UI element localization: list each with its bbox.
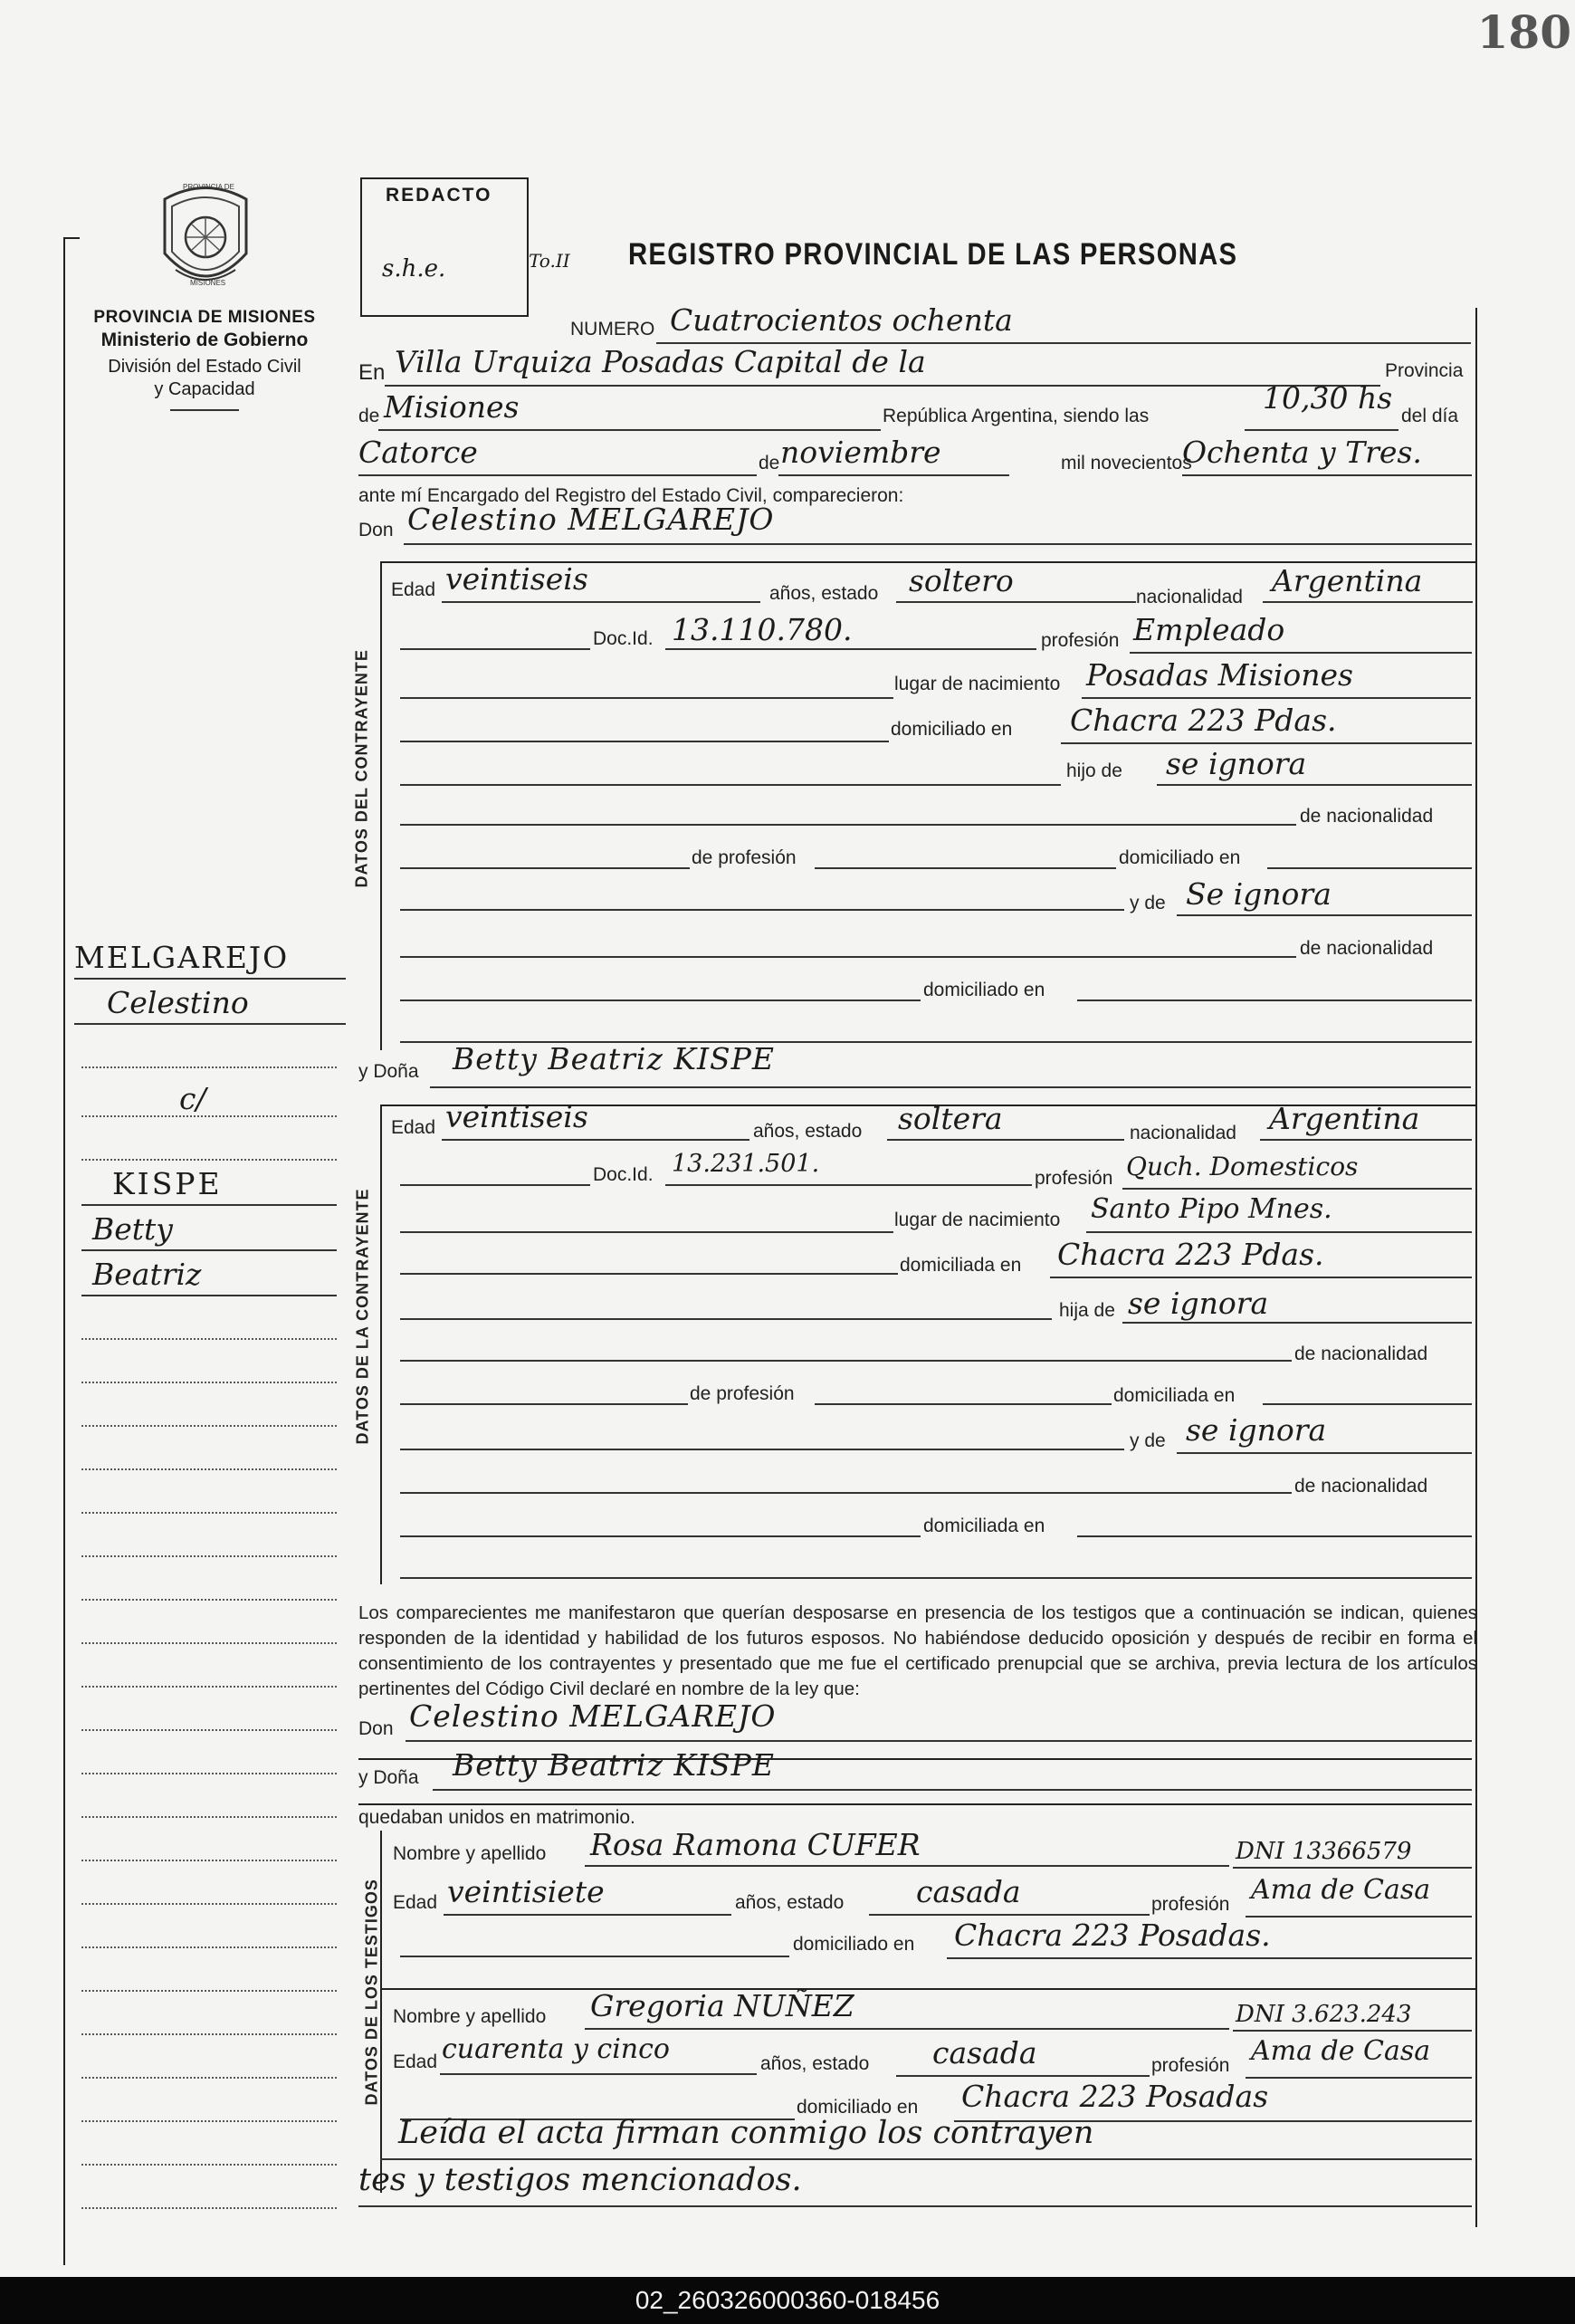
t2-profesion-value: Ama de Casa [1251,2035,1431,2067]
f-edad-value: veintiseis [445,1099,588,1134]
f-nac-value: Argentina [1269,1101,1420,1136]
en-label: En [358,360,386,385]
margin-rule [63,237,65,2265]
f-de-prof-label: de profesión [690,1383,795,1404]
c-edad-label: Edad [391,579,436,600]
decl-don-label: Don [358,1718,394,1739]
seal-top-text: PROVINCIA DE [183,183,234,191]
t1-estado-value: casada [916,1874,1021,1909]
c-doc-label: Doc.Id. [593,628,654,649]
f-dom2-label: domiciliada en [1113,1385,1236,1406]
province-seal [156,181,255,299]
f-doc-label: Doc.Id. [593,1164,654,1185]
margin-conjunction: c/ [179,1081,206,1116]
tome-note: To.II [529,250,570,272]
t2-dni-value: DNI 3.623.243 [1236,2001,1412,2028]
decl-dona-value: Betty Beatriz KISPE [453,1747,775,1783]
t1-dom-label: domiciliado en [793,1934,915,1955]
hora-value: 10,30 hs [1263,380,1393,416]
margin-dotted-line [81,1468,337,1470]
c-dom-value: Chacra 223 Pdas. [1070,703,1337,738]
c-dom3-label: domiciliado en [923,980,1045,1000]
authority-block [69,308,340,411]
c-estado-value: soltero [909,563,1014,598]
margin-dotted-line [81,1599,337,1601]
f-estado-value: soltera [898,1101,1003,1136]
f-profesion-label: profesión [1035,1168,1113,1189]
margin-dotted-line [81,1555,337,1557]
margin-given-3: Beatriz [92,1257,202,1292]
document-id-bar: 02_260326000360-018456 [0,2277,1575,2324]
t2-dom-label: domiciliado en [797,2097,919,2118]
c-nac-value: Argentina [1272,563,1423,598]
seal-bottom-text: MISIONES [190,279,226,287]
margin-dotted-line [81,1642,337,1644]
redacto-label: REDACTO [386,185,492,206]
margin-dotted-line [81,1860,337,1861]
margin-dotted-line [81,1338,337,1340]
margin-dotted-line [81,1686,337,1688]
t1-dom-value: Chacra 223 Posadas. [954,1918,1271,1953]
c-hijo-label: hijo de [1066,760,1122,781]
decl-don-value: Celestino MELGAREJO [409,1698,777,1734]
c-edad-value: veintiseis [445,561,588,597]
f-lugar-label: lugar de nacimiento [894,1210,1061,1230]
margin-dotted-line [81,1816,337,1818]
margin-dotted-line [81,1903,337,1905]
provincia-label: Provincia [1385,360,1464,381]
margin-surname-1: MELGAREJO [74,940,290,975]
mes-value: noviembre [780,435,941,470]
f-dom-value: Chacra 223 Pdas. [1057,1237,1324,1272]
dona-label: y Doña [358,1061,419,1082]
f-hija-value: se ignora [1128,1286,1269,1321]
c-nac-label: nacionalidad [1136,587,1243,607]
f-de-nac2-label: de nacionalidad [1294,1476,1428,1497]
margin-dotted-line [81,1512,337,1514]
province-name: PROVINCIA DE MISIONES [93,308,316,327]
redacto-stamp [360,177,529,317]
republica-label: República Argentina, siendo las [883,406,1150,426]
decl-dona-label: y Doña [358,1767,419,1788]
t2-estado-value: casada [932,2035,1037,2071]
f-hija-label: hija de [1059,1300,1115,1321]
f-de-nac-label: de nacionalidad [1294,1344,1428,1364]
document-title: REGISTRO PROVINCIAL DE LAS PERSONAS [628,237,1238,272]
don-value: Celestino MELGAREJO [407,502,775,537]
de-value: Misiones [384,389,520,425]
f-dom-label: domiciliada en [900,1255,1022,1276]
de-mes-label: de [759,453,780,473]
c-y-de-value: Se ignora [1186,876,1332,912]
f-y-de-value: se ignora [1186,1412,1327,1448]
testigos-section-label: DATOS DE LOS TESTIGOS [362,1879,381,2106]
f-doc-value: 13.231.501. [672,1150,820,1178]
t2-dom-value: Chacra 223 Posadas [961,2079,1269,2114]
t1-edad-value: veintisiete [447,1874,605,1909]
f-dom3-label: domiciliada en [923,1516,1045,1536]
margin-dotted-line [81,1729,337,1731]
t1-edad-label: Edad [393,1892,438,1913]
c-hijo-value: se ignora [1166,746,1307,781]
f-nac-label: nacionalidad [1130,1123,1236,1143]
margin-dotted-line [81,1773,337,1774]
closing-line-1: Leída el acta firman conmigo los contrayen [398,2115,1094,2151]
t1-nombre-label: Nombre y apellido [393,1843,547,1864]
c-profesion-value: Empleado [1133,612,1285,647]
numero-value: Cuatrocientos ochenta [670,302,1013,338]
t1-nombre-value: Rosa Ramona CUFER [590,1827,921,1862]
c-lugar-value: Posadas Misiones [1086,657,1353,693]
numero-label: NUMERO [570,319,655,340]
redacto-handwritten: s.h.e. [382,255,446,282]
margin-surname-2: KISPE [112,1166,223,1201]
dona-value: Betty Beatriz KISPE [453,1041,775,1076]
division-line2: y Capacidad [154,379,255,399]
t2-anios-label: años, estado [760,2053,870,2074]
margin-given-1: Celestino [107,985,249,1020]
f-edad-label: Edad [391,1117,436,1138]
decl-closing: quedaban unidos en matrimonio. [358,1807,635,1828]
f-lugar-value: Santo Pipo Mnes. [1091,1193,1332,1225]
f-profesion-value: Quch. Domesticos [1126,1152,1359,1181]
declaration-paragraph: Los comparecientes me manifestaron que querían desposarse en presencia de los testigos que a continuación se indican, quienes responden de la identidad y habilidad de los futuros esposos. No habiéndose deducido oposición y después de recibir en forma el consentimiento de los contrayentes y presentado que me fue el certificado prenupcial que se archiva, previa lectura de los artículos pertinentes del Código Civil declaré en nombre de la ley que: [358,1602,1477,1699]
anio-value: Ochenta y Tres. [1182,435,1422,470]
margin-rule-top [63,237,80,239]
c-anios-label: años, estado [769,583,879,604]
c-lugar-label: lugar de nacimiento [894,674,1061,694]
margin-dotted-line [81,1425,337,1427]
t2-nombre-value: Gregoria NUÑEZ [590,1988,854,2023]
de-label: de [358,406,380,426]
closing-line-2: tes y testigos mencionados. [358,2162,802,2198]
page-number: 180 [1476,5,1571,59]
margin-dotted-line [81,2120,337,2122]
margin-dotted-line [81,2077,337,2079]
margin-dotted-line [81,2164,337,2166]
mil-label: mil novecientos [1061,453,1192,473]
c-de-nac-label: de nacionalidad [1300,806,1434,827]
margin-dotted-line [81,2033,337,2035]
division-line1: División del Estado Civil [108,357,301,377]
t1-dni-value: DNI 13366579 [1236,1838,1412,1865]
del-dia-label: del día [1401,406,1459,426]
t1-profesion-label: profesión [1151,1894,1230,1915]
t1-anios-label: años, estado [735,1892,845,1913]
don-label: Don [358,520,394,540]
contrayenta-section-label: DATOS DE LA CONTRAYENTE [353,1188,372,1445]
form-right-border [1475,308,1477,2227]
dia-value: Catorce [358,435,478,470]
margin-dotted-line [81,1382,337,1383]
t2-edad-label: Edad [393,2051,438,2072]
c-dom-label: domiciliado en [891,719,1013,740]
contrayente-section-label: DATOS DEL CONTRAYENTE [352,649,371,888]
t1-profesion-value: Ama de Casa [1251,1874,1431,1906]
t2-edad-value: cuarenta y cinco [442,2033,670,2065]
f-y-de-label: y de [1130,1430,1166,1451]
margin-dotted-line [81,1990,337,1992]
c-profesion-label: profesión [1041,630,1120,651]
f-anios-label: años, estado [753,1121,863,1142]
margin-dotted-line [81,2207,337,2209]
c-de-nac2-label: de nacionalidad [1300,938,1434,959]
c-y-de-label: y de [1130,893,1166,913]
en-value: Villa Urquiza Posadas Capital de la [395,344,926,379]
margin-dotted-line [81,1946,337,1948]
t2-profesion-label: profesión [1151,2055,1230,2076]
ante-text: ante mí Encargado del Registro del Estado Civil, comparecieron: [358,485,904,506]
ministry-name: Ministerio de Gobierno [100,330,309,350]
c-doc-value: 13.110.780. [672,612,853,647]
c-dom2-label: domiciliado en [1119,847,1241,868]
margin-given-2: Betty [92,1211,173,1247]
t2-nombre-label: Nombre y apellido [393,2006,547,2027]
c-de-prof-label: de profesión [692,847,797,868]
